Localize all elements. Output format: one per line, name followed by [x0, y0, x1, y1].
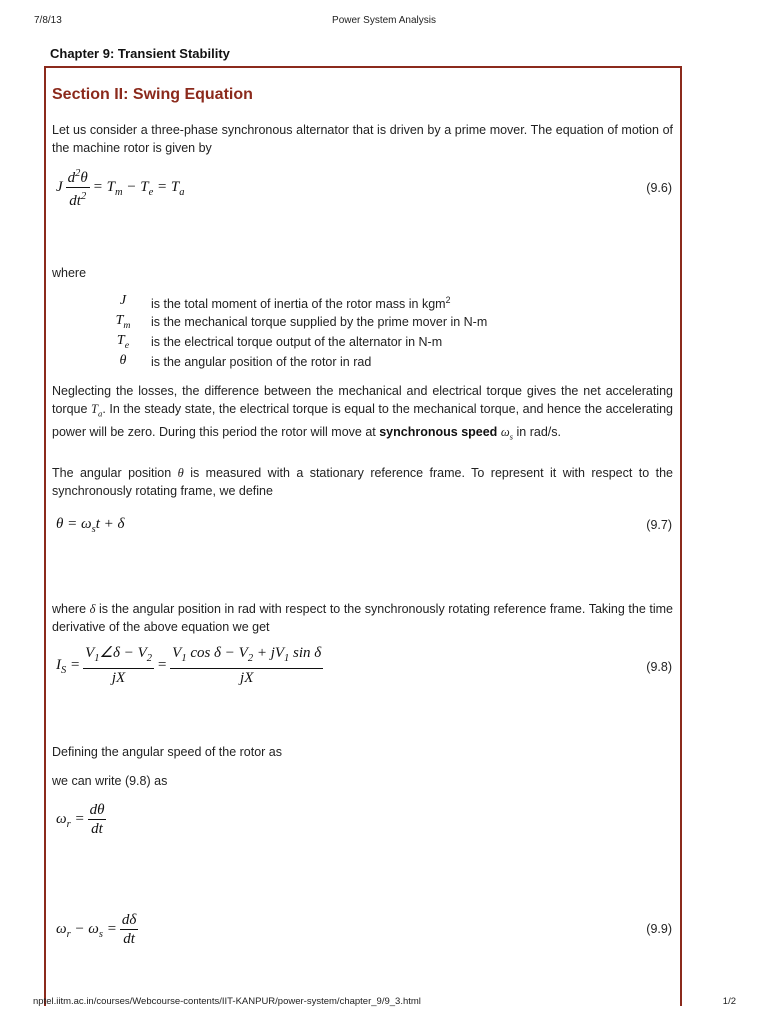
- chapter-title: Chapter 9: Transient Stability: [50, 46, 230, 61]
- defining-paragraph: Defining the angular speed of the rotor as: [52, 745, 283, 759]
- section-title: Section II: Swing Equation: [52, 86, 253, 103]
- definition-text-te: is the electrical torque output of the alternator in N-m: [151, 335, 443, 349]
- equation-9-8: $I_S$ = $\frac{V_1\angle\delta - V_2}{jX}$ = $\frac{V_1 \cos \delta - V_2 + jV_1 \sin \delta}{jX}$: [56, 645, 322, 686]
- definition-text-theta: is the angular position of the rotor in rad: [151, 355, 372, 369]
- definition-symbol-te: $T_e$: [116, 333, 130, 351]
- equation-9-6: J $\frac{d^2\theta}{dt^2}$ = $T_m - T_e = T_a$: [56, 168, 185, 209]
- angular-position-paragraph: The angular position θ is measured with a stationary reference frame. To represent it with respect to the synchronously rotating frame, we define: [52, 466, 674, 498]
- definition-symbol-theta: θ: [119, 353, 127, 368]
- where-delta-paragraph: where δ is the angular position in rad with respect to the synchronously rotating reference frame. Taking the time derivative of the above equation we get: [52, 602, 673, 634]
- equation-number: (9.8): [646, 660, 672, 674]
- footer-page-number: 1/2: [722, 996, 736, 1007]
- equation-omega-r: $\omega_r$ = $\frac{d\theta}{dt}$: [56, 802, 105, 837]
- equation-number: (9.7): [646, 518, 672, 532]
- where-label: where: [52, 266, 87, 280]
- equation-9-7: $\theta = \omega_st + \delta$: [56, 516, 125, 535]
- header-title: Power System Analysis: [332, 15, 436, 26]
- definition-text-j: is the total moment of inertia of the rotor mass in kgm$^2$: [151, 295, 451, 312]
- footer-url: nptel.iitm.ac.in/courses/Webcourse-contents/IIT-KANPUR/power-system/chapter_9/9_3.html: [33, 996, 421, 1007]
- intro-paragraph: Let us consider a three-phase synchronous alternator that is driven by a prime mover. The equation of motion of the machine rotor is given by: [52, 123, 673, 155]
- equation-number: (9.9): [646, 922, 672, 936]
- definition-symbol-j: J: [119, 293, 127, 308]
- neglecting-paragraph: Neglecting the losses, the difference between the mechanical and electrical torque gives the net accelerating torque $T_a$. In the steady state, the electrical torque is equal to the mechanical torque, and hence the accelerating power will be zero. During this period the rotor will move at synchronous speed $\omega_s$ in rad/s.: [52, 384, 673, 441]
- header-date: 7/8/13: [34, 15, 62, 26]
- equation-9-9: $\omega_r - \omega_s$ = $\frac{d\delta}{dt}$: [56, 912, 137, 947]
- we-can-write-paragraph: we can write (9.8) as: [52, 774, 168, 788]
- equation-number: (9.6): [646, 181, 672, 195]
- definition-text-tm: is the mechanical torque supplied by the prime mover in N-m: [151, 315, 488, 329]
- definition-symbol-tm: $T_m$: [115, 313, 131, 331]
